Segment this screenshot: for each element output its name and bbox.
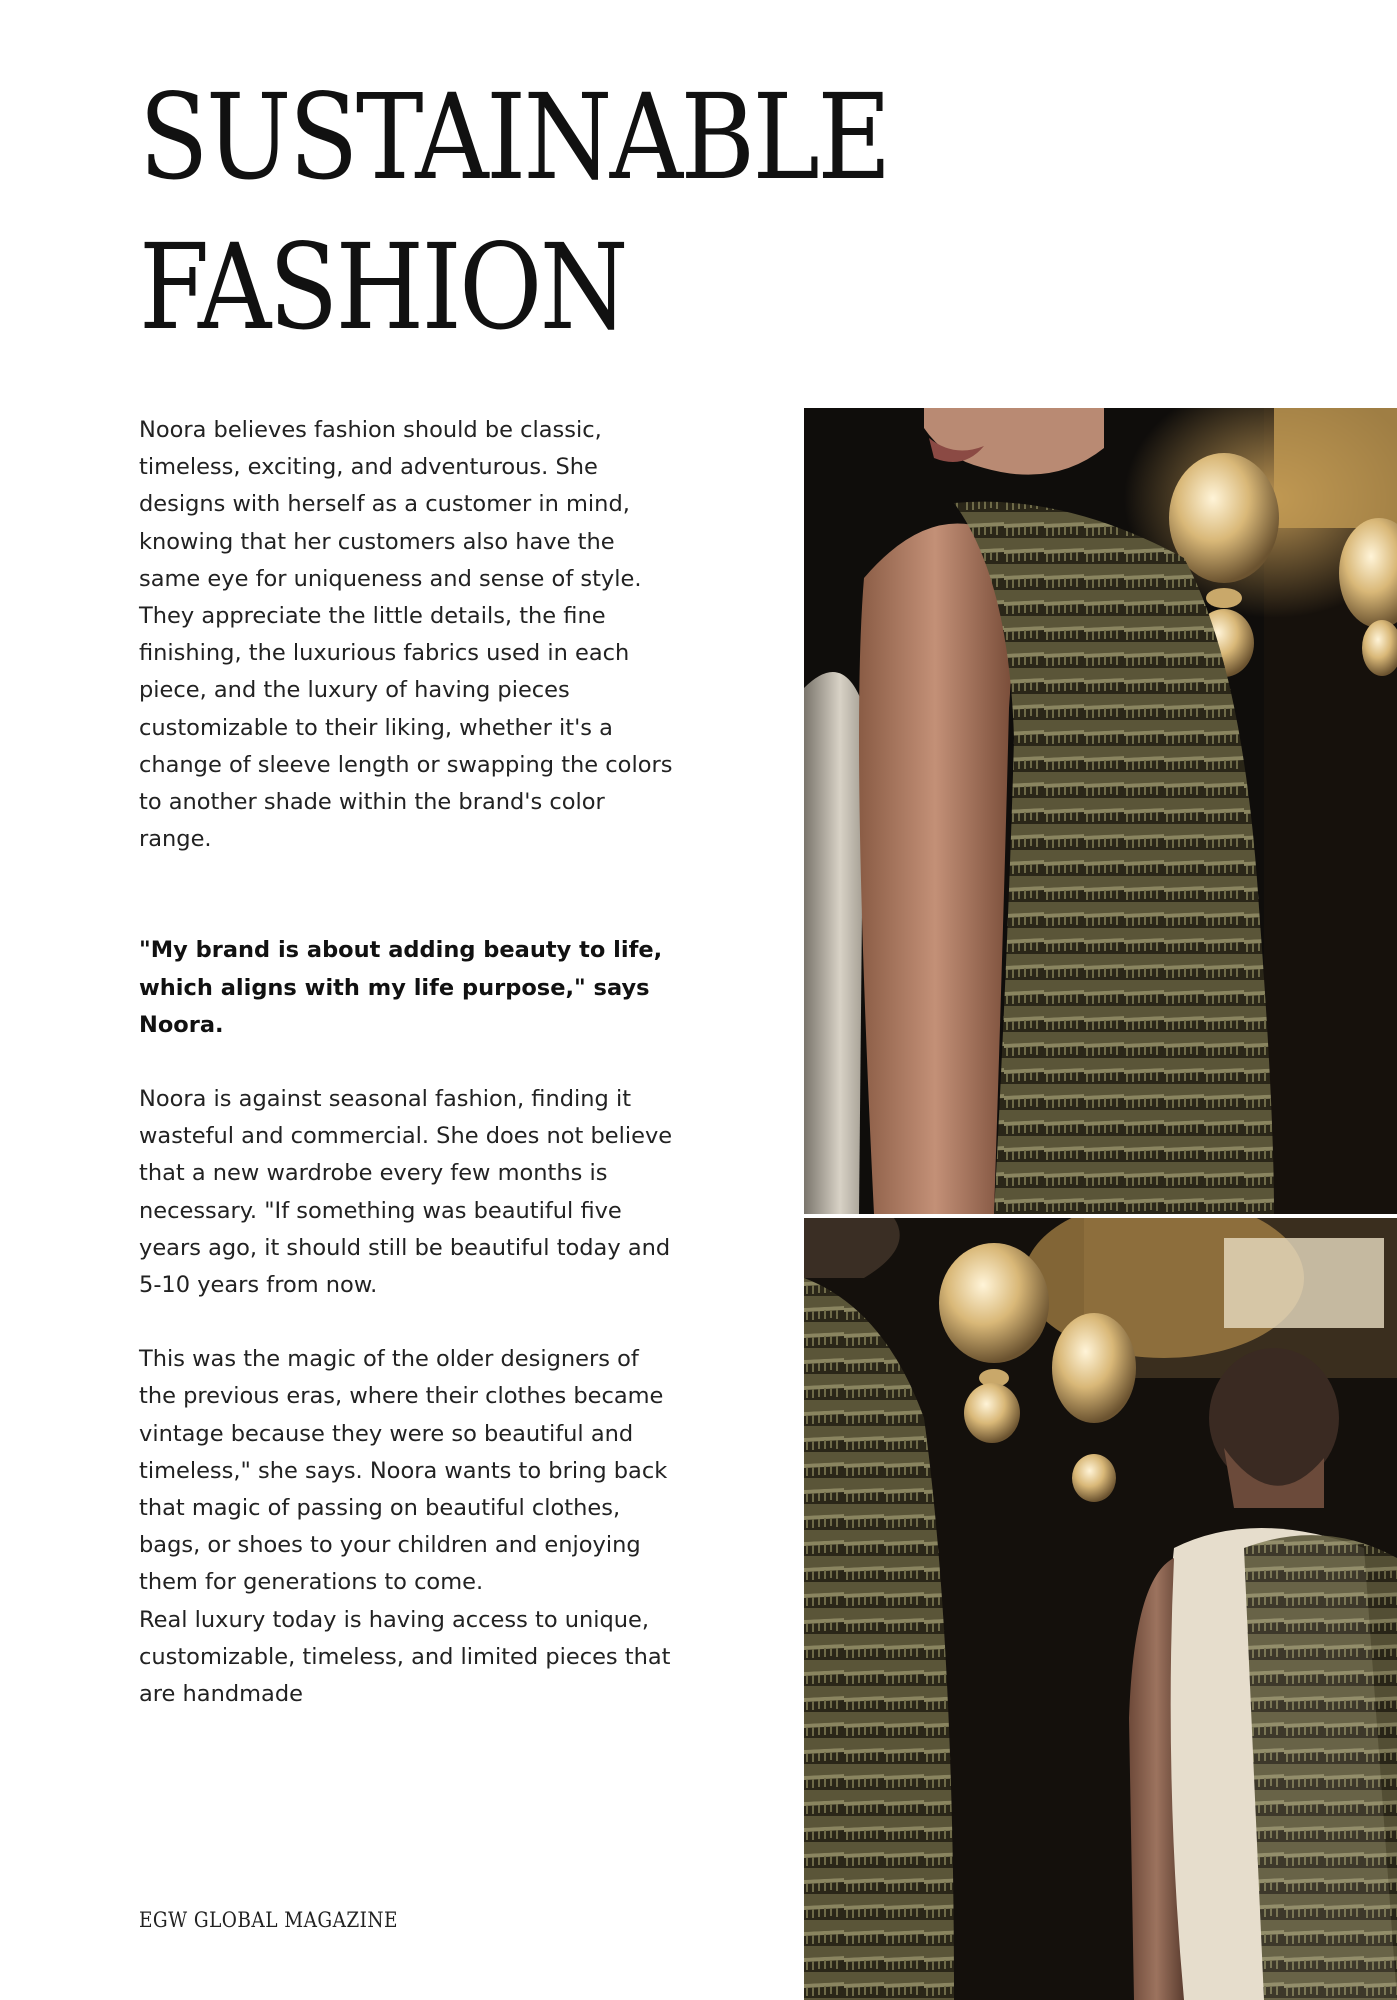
title-line-1: SUSTAINABLE [139, 68, 889, 206]
pull-quote: "My brand is about adding beauty to life, which aligns with my life purpose," says Noora. [139, 937, 663, 1038]
title-line-2: FASHION [139, 218, 626, 356]
page-title [139, 62, 889, 362]
publication-footer: EGW GLOBAL MAGAZINE [139, 1908, 398, 1932]
paragraph-magic: This was the magic of the older designers of the previous eras, where their clothes became vintage because they were so beautiful and timeless," she says. Noora wants to bring back that magic of passing on beautiful clothes, bags, or shoes to your children and enjoying them for generations to come. [139, 1346, 668, 1596]
paragraph-luxury: Real luxury today is having access to unique, customizable, timeless, and limited pieces that are handmade [139, 1606, 671, 1708]
article-body [139, 412, 679, 1713]
photo-model-back-view [804, 1218, 1397, 2000]
paragraph-seasonal: Noora is against seasonal fashion, finding it wasteful and commercial. She does not believe that a new wardrobe every few months is necessary. "If something was beautiful five years ago, it should still be beautiful today and 5-10 years from now. [139, 1086, 673, 1299]
photo-model-closeup [804, 408, 1397, 1214]
paragraph-intro: Noora believes fashion should be classic, timeless, exciting, and adventurous. She designs with herself as a customer in mind, knowing that her customers also have the same eye for uniqueness and sense of style. They appreciate the little details, the fine finishing, the luxurious fabrics used in each piece, and the luxury of having pieces customizable to their liking, whether it's a change of sleeve length or swapping the colors to another shade within the brand's color range. [139, 417, 673, 853]
